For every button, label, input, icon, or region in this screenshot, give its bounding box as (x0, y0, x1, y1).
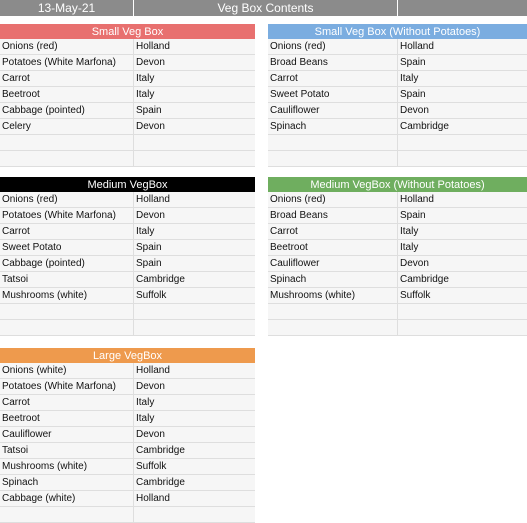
item-cell[interactable]: Onions (red) (268, 39, 398, 54)
origin-cell[interactable] (398, 320, 527, 335)
item-cell[interactable]: Potatoes (White Marfona) (0, 379, 134, 394)
table-row (268, 272, 527, 288)
date-cell[interactable]: 13-May-21 (0, 0, 134, 16)
item-cell[interactable]: Carrot (0, 395, 134, 410)
table-row (0, 151, 255, 167)
table-row (0, 103, 255, 119)
origin-cell[interactable]: Holland (136, 365, 170, 376)
origin-cell[interactable]: Devon (136, 381, 165, 392)
item-cell[interactable]: Cauliflower (268, 103, 398, 118)
item-cell[interactable]: Tatsoi (0, 443, 134, 458)
item-cell[interactable]: Cauliflower (0, 427, 134, 442)
table-row (0, 224, 255, 240)
table-row (268, 208, 527, 224)
item-cell[interactable]: Mushrooms (white) (0, 459, 134, 474)
origin-cell[interactable]: Italy (136, 413, 155, 424)
origin-cell[interactable]: Suffolk (400, 290, 431, 301)
origin-cell[interactable]: Spain (136, 105, 162, 116)
table-row (0, 208, 255, 224)
origin-cell[interactable]: Devon (400, 258, 429, 269)
table-row (268, 304, 527, 320)
origin-cell[interactable]: Italy (136, 89, 155, 100)
item-cell[interactable]: Broad Beans (268, 208, 398, 223)
table-row (268, 55, 527, 71)
item-cell[interactable]: Cabbage (white) (0, 491, 134, 506)
item-cell[interactable]: Potatoes (White Marfona) (0, 208, 134, 223)
item-cell[interactable]: Cauliflower (268, 256, 398, 271)
table-row (268, 71, 527, 87)
item-cell[interactable] (0, 151, 134, 166)
table-row (0, 71, 255, 87)
item-cell[interactable] (268, 304, 398, 319)
item-cell[interactable]: Carrot (0, 224, 134, 239)
origin-cell[interactable]: Italy (136, 73, 155, 84)
medium-veg-box-without-potatoes (268, 177, 527, 336)
item-cell[interactable]: Beetroot (0, 87, 134, 102)
item-cell[interactable] (0, 135, 134, 150)
origin-cell[interactable]: Devon (136, 429, 165, 440)
table-row (0, 507, 255, 523)
origin-cell[interactable]: Cambridge (136, 477, 185, 488)
origin-cell[interactable] (134, 507, 255, 522)
top-bar (0, 0, 527, 16)
item-cell[interactable]: Mushrooms (white) (268, 288, 398, 303)
item-cell[interactable]: Celery (0, 119, 134, 134)
origin-cell[interactable]: Italy (136, 226, 155, 237)
table-row (268, 192, 527, 208)
origin-cell[interactable]: Devon (136, 121, 165, 132)
origin-cell[interactable]: Spain (400, 89, 426, 100)
item-cell[interactable]: Onions (red) (0, 192, 134, 207)
small-veg-box (0, 24, 255, 167)
origin-cell[interactable]: Devon (136, 210, 165, 221)
table-row (268, 39, 527, 55)
origin-cell[interactable]: Devon (136, 57, 165, 68)
sheet-title-cell[interactable]: Veg Box Contents (134, 0, 398, 16)
table-row (268, 288, 527, 304)
box-title[interactable]: Large VegBox (0, 348, 255, 363)
table-row (0, 475, 255, 491)
item-cell[interactable]: Cabbage (pointed) (0, 103, 134, 118)
origin-cell[interactable]: Holland (136, 41, 170, 52)
table-row (0, 135, 255, 151)
origin-cell[interactable]: Holland (400, 41, 434, 52)
table-row (0, 87, 255, 103)
item-cell[interactable]: Beetroot (0, 411, 134, 426)
origin-cell[interactable]: Suffolk (136, 461, 167, 472)
table-row (268, 224, 527, 240)
origin-cell[interactable]: Holland (136, 194, 170, 205)
origin-cell[interactable]: Cambridge (136, 274, 185, 285)
table-row (0, 272, 255, 288)
table-row (0, 192, 255, 208)
origin-cell[interactable]: Cambridge (400, 121, 449, 132)
table-row (0, 443, 255, 459)
item-cell[interactable] (0, 507, 134, 522)
item-cell[interactable]: Tatsoi (0, 272, 134, 287)
empty-header-cell[interactable] (398, 0, 527, 16)
table-row (0, 395, 255, 411)
small-veg-box-without-potatoes (268, 24, 527, 167)
box-title[interactable]: Small Veg Box (Without Potatoes) (268, 24, 527, 39)
box-title[interactable]: Medium VegBox (Without Potatoes) (268, 177, 527, 192)
origin-cell[interactable]: Cambridge (136, 445, 185, 456)
item-cell[interactable]: Potatoes (White Marfona) (0, 55, 134, 70)
table-row (0, 427, 255, 443)
origin-cell[interactable]: Italy (400, 73, 419, 84)
origin-cell[interactable]: Cambridge (400, 274, 449, 285)
table-row (268, 151, 527, 167)
table-row (268, 119, 527, 135)
item-cell[interactable]: Onions (white) (0, 363, 134, 378)
item-cell[interactable]: Beetroot (268, 240, 398, 255)
origin-cell[interactable] (398, 151, 527, 166)
table-row (0, 304, 255, 320)
item-cell[interactable] (268, 135, 398, 150)
item-cell[interactable]: Carrot (268, 71, 398, 86)
item-cell[interactable] (268, 151, 398, 166)
item-cell[interactable]: Spinach (268, 119, 398, 134)
origin-cell[interactable] (134, 151, 255, 166)
box-title[interactable]: Small Veg Box (0, 24, 255, 39)
table-row (0, 288, 255, 304)
table-row (0, 320, 255, 336)
item-cell[interactable]: Spinach (268, 272, 398, 287)
table-row (0, 39, 255, 55)
item-cell[interactable]: Carrot (0, 71, 134, 86)
origin-cell[interactable]: Spain (400, 57, 426, 68)
table-row (268, 87, 527, 103)
table-row (268, 103, 527, 119)
item-cell[interactable]: Broad Beans (268, 55, 398, 70)
table-row (0, 379, 255, 395)
origin-cell[interactable]: Spain (136, 258, 162, 269)
item-cell[interactable]: Cabbage (pointed) (0, 256, 134, 271)
item-cell[interactable]: Sweet Potato (268, 87, 398, 102)
table-row (0, 411, 255, 427)
item-cell[interactable]: Carrot (268, 224, 398, 239)
origin-cell[interactable]: Italy (136, 397, 155, 408)
table-row (0, 363, 255, 379)
table-row (0, 240, 255, 256)
origin-cell[interactable]: Devon (400, 105, 429, 116)
origin-cell[interactable] (134, 304, 255, 319)
table-row (0, 119, 255, 135)
origin-cell[interactable]: Spain (136, 242, 162, 253)
medium-veg-box (0, 177, 255, 336)
table-row (268, 320, 527, 336)
item-cell[interactable]: Spinach (0, 475, 134, 490)
table-row (268, 135, 527, 151)
origin-cell[interactable]: Suffolk (136, 290, 167, 301)
box-title[interactable]: Medium VegBox (0, 177, 255, 192)
origin-cell[interactable] (398, 304, 527, 319)
origin-cell[interactable]: Holland (400, 194, 434, 205)
origin-cell[interactable] (134, 135, 255, 150)
item-cell[interactable] (0, 304, 134, 319)
item-cell[interactable]: Onions (red) (0, 39, 134, 54)
table-row (0, 256, 255, 272)
table-row (0, 55, 255, 71)
item-cell[interactable]: Sweet Potato (0, 240, 134, 255)
origin-cell[interactable] (134, 320, 255, 335)
item-cell[interactable] (0, 320, 134, 335)
origin-cell[interactable]: Italy (400, 226, 419, 237)
origin-cell[interactable]: Italy (400, 242, 419, 253)
item-cell[interactable] (268, 320, 398, 335)
item-cell[interactable]: Mushrooms (white) (0, 288, 134, 303)
table-row (0, 491, 255, 507)
table-row (268, 256, 527, 272)
table-row (0, 459, 255, 475)
origin-cell[interactable] (398, 135, 527, 150)
table-row (268, 240, 527, 256)
large-veg-box (0, 348, 255, 523)
origin-cell[interactable]: Holland (136, 493, 170, 504)
item-cell[interactable]: Onions (red) (268, 192, 398, 207)
origin-cell[interactable]: Spain (400, 210, 426, 221)
